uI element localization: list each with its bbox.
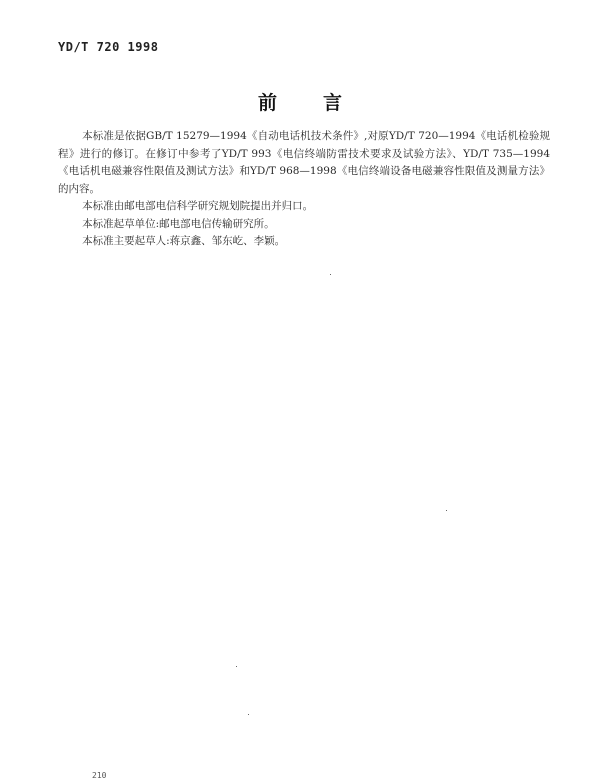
- scan-speck: [248, 714, 249, 715]
- page-title: 前言: [257, 92, 388, 114]
- foreword-body: [58, 128, 550, 251]
- paragraph-proposer: 本标准由邮电部电信科学研究规划院提出并归口。: [82, 200, 314, 212]
- paragraph-drafters: 本标准主要起草人:蒋京鑫、邹东屹、李颖。: [82, 235, 286, 247]
- paragraph-revision-basis: 本标准是依据GB/T 15279—1994《自动电话机技术条件》,对原YD/T 720—1994《电话机检验规程》进行的修订。在修订中参考了YD/T 993《电信终端防雷技术要求及试验方法》、YD/T 735—1994《电话机电磁兼容性限值及测试方法》和YD/T 968—1998《电信终端设备电磁兼容性限值及测量方法》的内容。: [58, 130, 550, 195]
- standard-code-header: YD/T 720 1998: [58, 40, 159, 54]
- paragraph-drafting-unit: 本标准起草单位:邮电部电信传输研究所。: [82, 217, 275, 230]
- scan-speck: [446, 510, 447, 511]
- scan-speck: [236, 666, 237, 667]
- page-number: 210: [92, 771, 107, 780]
- scan-speck: [330, 274, 331, 275]
